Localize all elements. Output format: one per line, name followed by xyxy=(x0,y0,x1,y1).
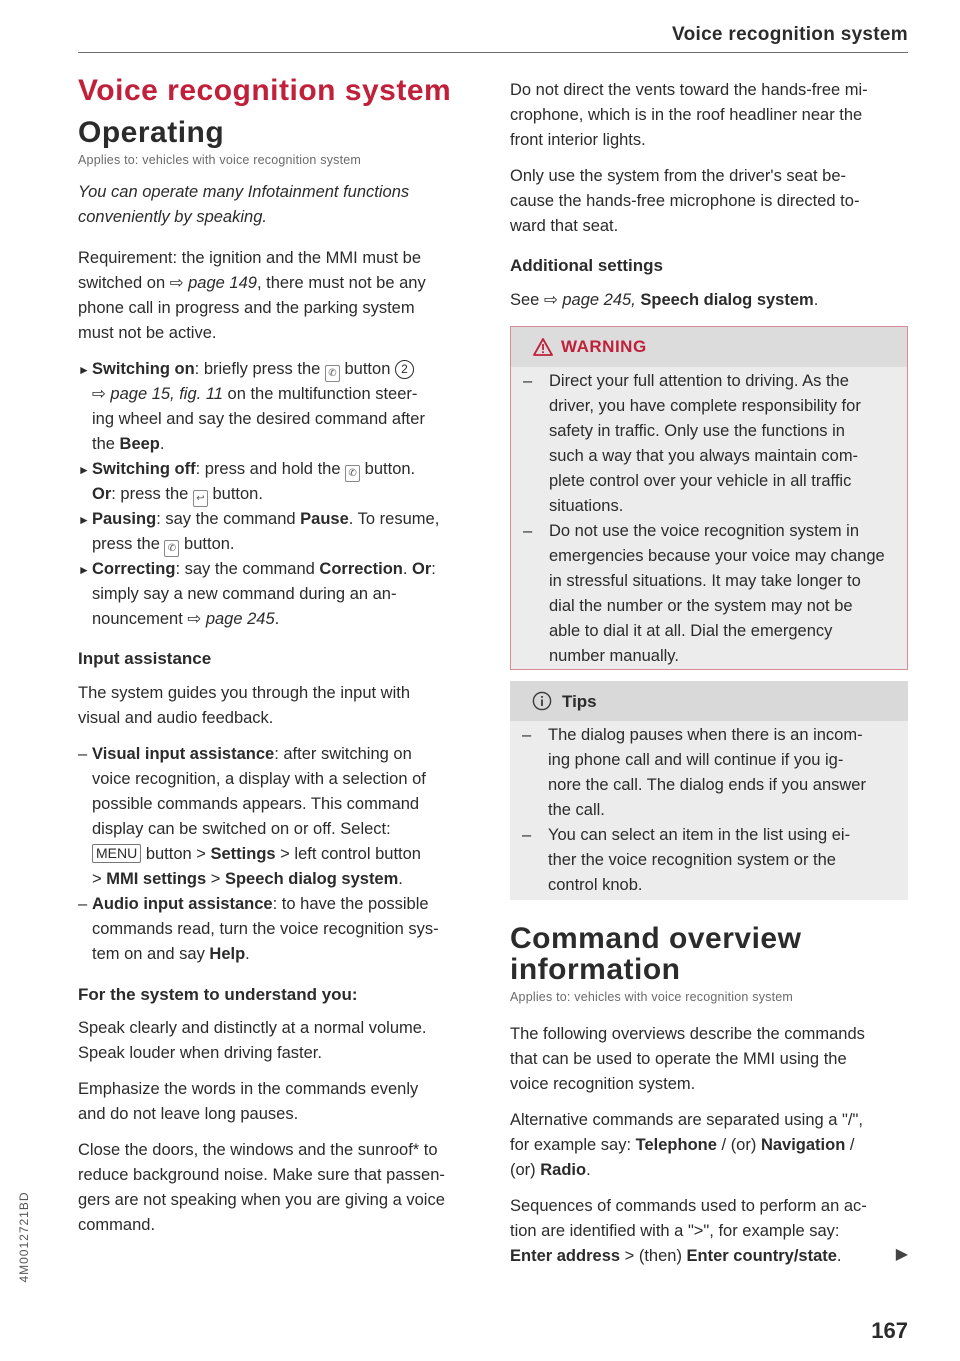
paragraph-line: See ⇨ page 245, Speech dialog system. xyxy=(510,291,819,309)
paragraph-line: Enter address > (then) Enter country/state. xyxy=(510,1247,842,1265)
warning-triangle-icon xyxy=(533,338,553,356)
paragraph-line: (or) Radio. xyxy=(510,1161,591,1179)
requirement-line: phone call in progress and the parking system xyxy=(78,299,415,317)
callout-number: 2 xyxy=(395,360,414,379)
info-icon xyxy=(532,691,552,711)
paragraph-line: reduce background noise. Make sure that passen- xyxy=(78,1166,445,1184)
subheading-additional-settings: Additional settings xyxy=(510,256,663,275)
paragraph-line: The system guides you through the input with xyxy=(78,684,411,702)
tips-header xyxy=(510,681,908,721)
paragraph-line: Alternative commands are separated using a "/", xyxy=(510,1111,863,1129)
list-item: ► Switching off: press and hold the ✆ button. Or: press the ↩ button. xyxy=(78,457,478,507)
paragraph-line: crophone, which is in the roof headliner near the xyxy=(510,106,863,124)
subheading-understand: For the system to understand you: xyxy=(78,985,358,1004)
paragraph-line: Speak louder when driving faster. xyxy=(78,1044,322,1062)
warning-title: WARNING xyxy=(561,337,647,356)
section-heading: Voice recognition system xyxy=(78,74,452,107)
header-rule xyxy=(78,52,908,53)
requirement-line: switched on ⇨ page 149, there must not be any xyxy=(78,274,426,292)
warning-item: – Do not use the voice recognition system in emergencies because your voice may change in stressful situations. It may take longer to dial the number or the system may not be able to dial it at all. Dial the emergency number manually. xyxy=(523,522,885,665)
paragraph-line: for example say: Telephone / (or) Navigation / xyxy=(510,1136,855,1154)
subsection-heading: Operating xyxy=(78,116,225,149)
tip-item: – You can select an item in the list using ei- ther the voice recognition system or the control knob. xyxy=(522,826,851,894)
voice-button-icon: ✆ xyxy=(164,540,179,557)
applies-to-note: Applies to: vehicles with voice recognition system xyxy=(78,153,362,167)
paragraph-line: visual and audio feedback. xyxy=(78,709,274,727)
subheading-input-assistance: Input assistance xyxy=(78,649,212,668)
requirement-line: must not be active. xyxy=(78,324,217,342)
tips-box xyxy=(510,681,908,900)
continue-arrow-icon: ▶ xyxy=(895,1246,908,1263)
intro-line: conveniently by speaking. xyxy=(78,208,267,226)
paragraph-line: Only use the system from the driver's seat be- xyxy=(510,167,847,185)
tip-item: – The dialog pauses when there is an incom- ing phone call and will continue if you ig- nore the call. The dialog ends if you answer the call. xyxy=(522,726,866,819)
page-reference-link[interactable]: ⇨ page 245, xyxy=(543,291,636,309)
warning-header xyxy=(511,327,907,367)
paragraph-line: Do not direct the vents toward the hands-free mi- xyxy=(510,81,868,99)
paragraph-line: voice recognition system. xyxy=(510,1075,696,1093)
paragraph-line: Sequences of commands used to perform an ac- xyxy=(510,1197,867,1215)
list-item: ► Correcting: say the command Correction. Or: simply say a new command during an an- nouncement ⇨ page 245. xyxy=(78,560,436,628)
list-item: ► Switching on: briefly press the ✆ button 2 ⇨ page 15, fig. 11 on the multifunction steer- ing wheel and say the desired command after the Beep. xyxy=(78,360,425,453)
warning-item: – Direct your full attention to driving. As the driver, you have complete responsibility for safety in traffic. Only use the functions in such a way that you always maintain com- plete control over your vehicle in all traffic situations. xyxy=(523,372,861,515)
page-reference-link[interactable]: ⇨ page 149 xyxy=(169,274,257,292)
list-item: – Visual input assistance: after switching on voice recognition, a display with a selection of possible commands appears. This command display can be switched on or off. Select: MENU button > Settings > left control button > MMI settings > Speech dialog system. xyxy=(78,745,426,888)
list-item: ► Pausing: say the command Pause. To resume, press the ✆ button. xyxy=(78,507,478,557)
paragraph-line: front interior lights. xyxy=(510,131,646,149)
paragraph-line: tion are identified with a ">", for example say: xyxy=(510,1222,840,1240)
warning-box xyxy=(510,326,908,670)
paragraph-line: cause the hands-free microphone is directed to- xyxy=(510,192,860,210)
page-reference-link[interactable]: ⇨ page 15, fig. 11 xyxy=(92,385,223,403)
paragraph-line: command. xyxy=(78,1216,156,1234)
tips-title: Tips xyxy=(562,692,597,711)
paragraph-line: Speak clearly and distinctly at a normal volume. xyxy=(78,1019,427,1037)
page-number: 167 xyxy=(871,1318,908,1343)
section-heading: Command overview xyxy=(510,922,802,955)
intro-line: You can operate many Infotainment functions xyxy=(78,183,410,201)
paragraph-line: The following overviews describe the commands xyxy=(510,1025,865,1043)
requirement-line: Requirement: the ignition and the MMI must be xyxy=(78,249,422,267)
menu-key: MENU xyxy=(92,844,141,863)
voice-button-icon: ✆ xyxy=(325,365,340,382)
voice-button-icon: ✆ xyxy=(345,465,360,482)
paragraph-line: Emphasize the words in the commands evenly xyxy=(78,1080,419,1098)
paragraph-line: Close the doors, the windows and the sunroof* to xyxy=(78,1141,438,1159)
paragraph-line: that can be used to operate the MMI using the xyxy=(510,1050,847,1068)
paragraph-line: and do not leave long pauses. xyxy=(78,1105,299,1123)
section-heading: information xyxy=(510,953,681,986)
paragraph-line: ward that seat. xyxy=(510,217,619,235)
back-button-icon: ↩ xyxy=(193,490,208,507)
document-code: 4M0012721BD xyxy=(17,1191,31,1283)
paragraph-line: gers are not speaking when you are giving a voice xyxy=(78,1191,445,1209)
running-title: Voice recognition system xyxy=(672,24,908,45)
applies-to-note: Applies to: vehicles with voice recognition system xyxy=(510,990,794,1004)
list-item: – Audio input assistance: to have the possible commands read, turn the voice recognition sys- tem on and say Help. xyxy=(78,895,439,963)
page-reference-link[interactable]: ⇨ page 245 xyxy=(187,610,275,628)
